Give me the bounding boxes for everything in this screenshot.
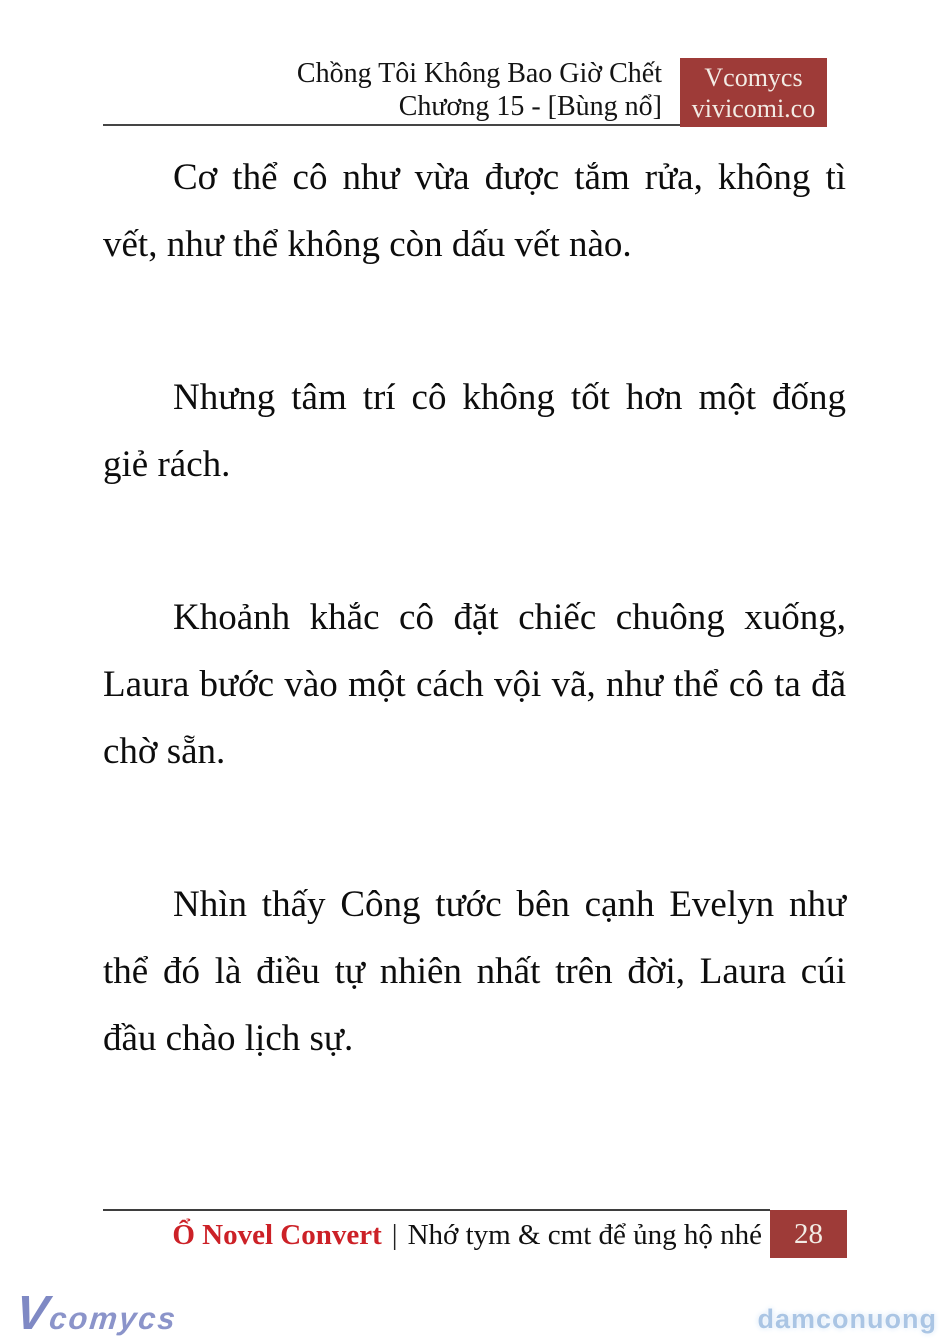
damconuong-watermark: damconuong xyxy=(757,1304,937,1334)
page-number: 28 xyxy=(770,1210,847,1258)
vcomycs-logo: Vcomycs xyxy=(13,1287,179,1340)
chapter-title: Chương 15 - [Bùng nổ] xyxy=(398,91,662,122)
footer-note: Nhớ tym & cmt để ủng hộ nhé xyxy=(407,1219,762,1251)
footer-credit xyxy=(172,1215,762,1255)
paragraph-3: Khoảnh khắc cô đặt chiếc chuông xuống, Laura bước vào một cách vội vã, như thể cô ta đã chờ sẵn. xyxy=(103,597,846,772)
paragraph-2: Nhưng tâm trí cô không tốt hơn một đống giẻ rách. xyxy=(103,377,846,485)
footer-divider xyxy=(103,1209,770,1211)
paragraph-4: Nhìn thấy Công tước bên cạnh Evelyn như thể đó là điều tự nhiên nhất trên đời, Laura cúi đầu chào lịch sự. xyxy=(103,884,846,1059)
chapter-content xyxy=(103,144,846,1072)
paragraph-1: Cơ thể cô như vừa được tắm rửa, không tì vết, như thể không còn dấu vết nào. xyxy=(103,157,846,265)
publisher-name: Vcomycs xyxy=(704,62,803,92)
publisher-site: vivicomi.co xyxy=(691,93,816,123)
page-header xyxy=(297,57,662,123)
book-title: Chồng Tôi Không Bao Giờ Chết xyxy=(296,58,662,89)
publisher-badge xyxy=(680,58,827,127)
footer-separator: | xyxy=(391,1219,398,1251)
convert-group-name: Ổ Novel Convert xyxy=(172,1219,382,1251)
